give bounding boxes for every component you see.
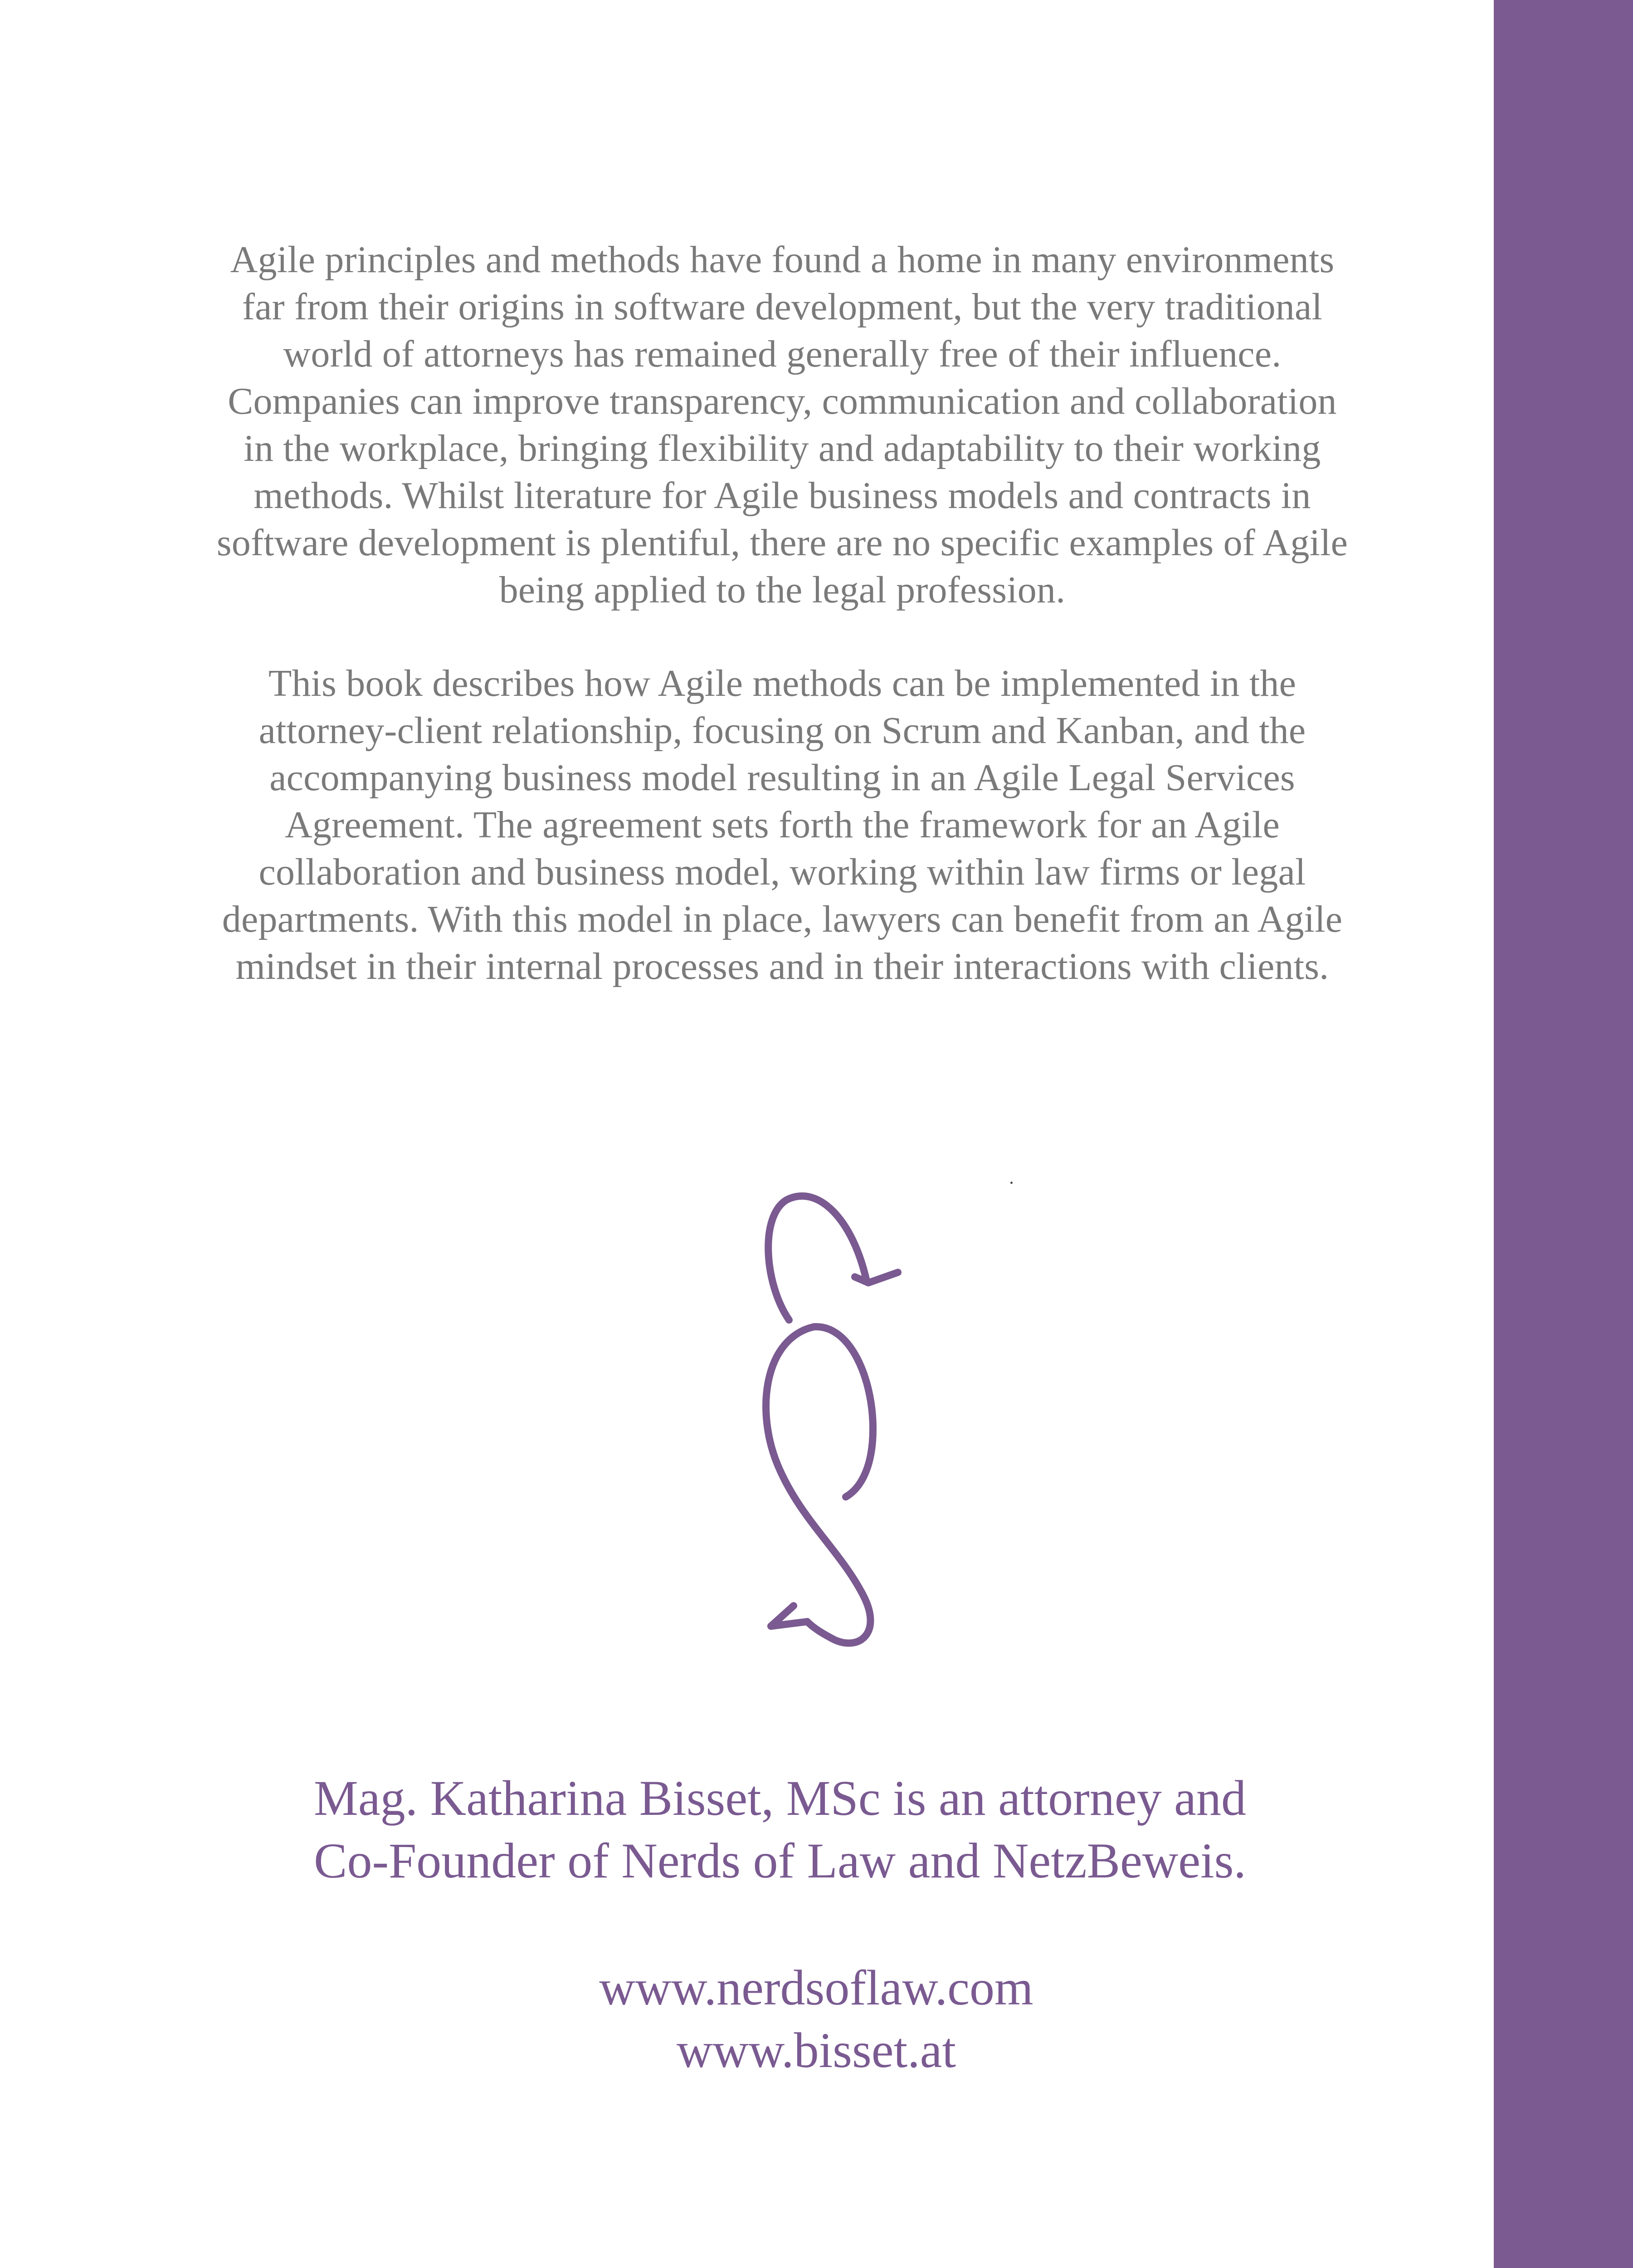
blurb-line: Agreement. The agreement sets forth the framework for an Agile <box>284 804 1280 846</box>
blurb-line: far from their origins in software development, but the very traditional <box>242 286 1323 328</box>
author-websites <box>453 1956 1179 2082</box>
blurb-line: This book describes how Agile methods can be implemented in the <box>268 662 1297 704</box>
blurb-line: Agile principles and methods have found a home in many environments <box>230 239 1335 281</box>
section-sign-arrows-icon <box>737 1175 918 1656</box>
website-link-nerdsoflaw[interactable]: www.nerdsoflaw.com <box>599 1960 1033 2015</box>
author-bio <box>281 1767 1279 1892</box>
blurb-line: world of attorneys has remained generally free of their influence. <box>283 333 1282 375</box>
blurb-line: in the workplace, bringing flexibility and adaptability to their working <box>244 427 1321 469</box>
blurb-line: being applied to the legal profession. <box>499 569 1066 611</box>
stray-dot <box>1010 1182 1013 1184</box>
blurb-line: Companies can improve transparency, communication and collaboration <box>228 380 1337 422</box>
blurb-line: collaboration and business model, working within law firms or legal <box>258 851 1306 893</box>
blurb-line: methods. Whilst literature for Agile business models and contracts in <box>253 474 1311 517</box>
spine-color-band <box>1494 0 1633 2268</box>
website-link-bisset[interactable]: www.bisset.at <box>676 2023 956 2078</box>
blurb-line: accompanying business model resulting in an Agile Legal Services <box>269 757 1295 799</box>
blurb-line: departments. With this model in place, lawyers can benefit from an Agile <box>222 898 1343 940</box>
blurb-paragraph-1 <box>172 236 1392 614</box>
blurb-paragraph-2 <box>172 660 1392 990</box>
author-bio-line: Mag. Katharina Bisset, MSc is an attorney and <box>314 1770 1246 1826</box>
blurb-line: mindset in their internal processes and in their interactions with clients. <box>235 945 1329 987</box>
author-bio-line: Co-Founder of Nerds of Law and NetzBeweis. <box>314 1833 1246 1888</box>
blurb-line: attorney-client relationship, focusing on Scrum and Kanban, and the <box>258 709 1306 752</box>
blurb-line: software development is plentiful, there are no specific examples of Agile <box>216 522 1348 564</box>
